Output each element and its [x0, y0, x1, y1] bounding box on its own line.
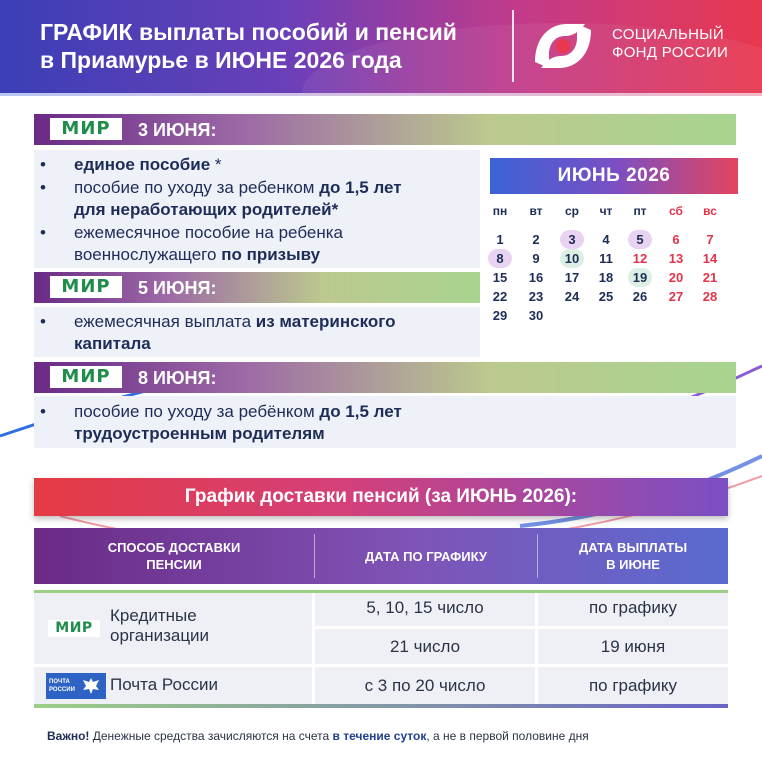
delivery-table [34, 590, 728, 704]
payment-panel-june-8 [34, 396, 736, 448]
credit-name-line-2: организации [110, 626, 210, 645]
calendar-weekday: чт [599, 204, 613, 218]
header-schedule-date: ДАТА ПО ГРАФИКУ [365, 548, 487, 564]
calendar-day: 23 [528, 289, 544, 304]
list-item: • единое пособие * [40, 155, 222, 174]
calendar-day: 4 [602, 232, 610, 247]
calendar-weekday: вс [703, 204, 717, 218]
calendar-day: 21 [702, 270, 718, 285]
calendar-day: 13 [668, 251, 684, 266]
calendar-weekday: пн [492, 204, 508, 218]
table-row-credit-method [34, 590, 312, 664]
payment-panel-june-3 [34, 150, 480, 268]
calendar-weekday: пт [633, 204, 647, 218]
payment-bar-june-5 [34, 272, 480, 303]
header-payment-date: ДАТА ВЫПЛАТЫ В ИЮНЕ [578, 540, 688, 572]
credit-name-line-1: Кредитные [110, 606, 197, 625]
calendar-day: 7 [706, 232, 714, 247]
calendar-day: 2 [532, 232, 540, 247]
list-item: • ежемесячная выплата из материнского капитала [40, 312, 396, 353]
header-banner [0, 0, 762, 93]
payment-date: 8 ИЮНЯ: [138, 368, 217, 388]
payment-date: 3 ИЮНЯ: [138, 120, 217, 140]
calendar-day: 1 [496, 232, 504, 247]
calendar-title: ИЮНЬ 2026 [490, 158, 738, 194]
calendar-day: 10 [564, 251, 580, 266]
list-item: • пособие по уходу за ребёнком до 1,5 лет трудоустроенным родителям [40, 402, 402, 443]
calendar-day: 25 [598, 289, 614, 304]
bullet-icon: • [40, 312, 46, 331]
credit-schedule-2: 21 число [315, 629, 535, 664]
sfr-logo-icon [527, 10, 599, 82]
page-title [40, 18, 510, 74]
calendar-day: 11 [599, 251, 613, 266]
calendar-day: 6 [672, 232, 680, 247]
delivery-title: График доставки пенсий (за ИЮНЬ 2026): [34, 478, 728, 516]
payment-panel-june-5 [34, 307, 480, 357]
table-top-accent [34, 590, 728, 593]
title-line-1: ГРАФИК выплаты пособий и пенсий [40, 19, 457, 45]
calendar-day: 28 [702, 289, 718, 304]
post-schedule: с 3 по 20 число [315, 667, 535, 704]
calendar-june-2026 [482, 154, 746, 344]
calendar-day: 16 [528, 270, 544, 285]
table-bottom-accent [34, 704, 728, 708]
header-underline [0, 93, 762, 96]
note-important: Важно! [47, 729, 90, 743]
calendar-day: 18 [598, 270, 614, 285]
sfr-logo-text [612, 26, 757, 62]
table-row-post-method [34, 667, 312, 704]
logo-line-1: СОЦИАЛЬНЫЙ [612, 26, 724, 43]
calendar-day: 26 [632, 289, 648, 304]
mir-badge: МИР [50, 366, 122, 388]
calendar-weekday: вт [529, 204, 543, 218]
bullet-icon: • [40, 178, 46, 197]
header-delivery-method: СПОСОБ ДОСТАВКИ ПЕНСИИ [107, 540, 241, 572]
calendar-weekday: сб [669, 204, 683, 218]
logo-line-2: ФОНД РОССИИ [612, 44, 729, 61]
payment-bar-june-8 [34, 362, 736, 393]
credit-schedule-1: 5, 10, 15 число [315, 590, 535, 626]
calendar-day: 5 [636, 232, 644, 247]
calendar-day: 27 [668, 289, 684, 304]
title-line-2: в Приамурье в ИЮНЕ 2026 года [40, 47, 402, 73]
calendar-day: 9 [532, 251, 540, 266]
pochta-logo: ПОЧТА РОССИИ [46, 673, 106, 699]
bullet-icon: • [40, 223, 46, 242]
calendar-day: 24 [564, 289, 580, 304]
mir-badge: МИР [50, 276, 122, 298]
bullet-icon: • [40, 155, 46, 174]
credit-payment-2: 19 июня [538, 629, 728, 664]
post-name: Почта России [110, 675, 218, 694]
eagle-icon [80, 675, 102, 697]
delivery-table-header [34, 528, 728, 584]
payment-date: 5 ИЮНЯ: [138, 278, 217, 298]
header-divider [512, 10, 514, 82]
calendar-weekday: ср [564, 204, 579, 218]
payment-bar-june-3 [34, 114, 736, 145]
calendar-day: 14 [702, 251, 718, 266]
calendar-day: 20 [668, 270, 684, 285]
list-item: • ежемесячное пособие на ребенка военнослужащего по призыву [40, 223, 343, 264]
calendar-day: 19 [632, 270, 648, 285]
calendar-day: 12 [632, 251, 648, 266]
calendar-day: 15 [492, 270, 508, 285]
calendar-day: 22 [492, 289, 508, 304]
mir-badge: МИР [48, 620, 100, 637]
post-payment: по графику [538, 667, 728, 704]
important-note: Важно! Денежные средства зачисляются на счета в течение суток, а не в первой половине дня [47, 729, 589, 743]
mir-badge: МИР [50, 118, 122, 140]
calendar-day: 3 [568, 232, 576, 247]
calendar-day: 8 [496, 251, 504, 266]
calendar-day: 29 [492, 308, 508, 323]
credit-payment-1: по графику [538, 590, 728, 626]
note-emphasis: в течение суток [332, 729, 427, 743]
list-item: • пособие по уходу за ребенком до 1,5 лет для неработающих родителей* [40, 178, 402, 219]
calendar-day: 30 [528, 308, 544, 323]
bullet-icon: • [40, 402, 46, 421]
calendar-day: 17 [564, 270, 580, 285]
